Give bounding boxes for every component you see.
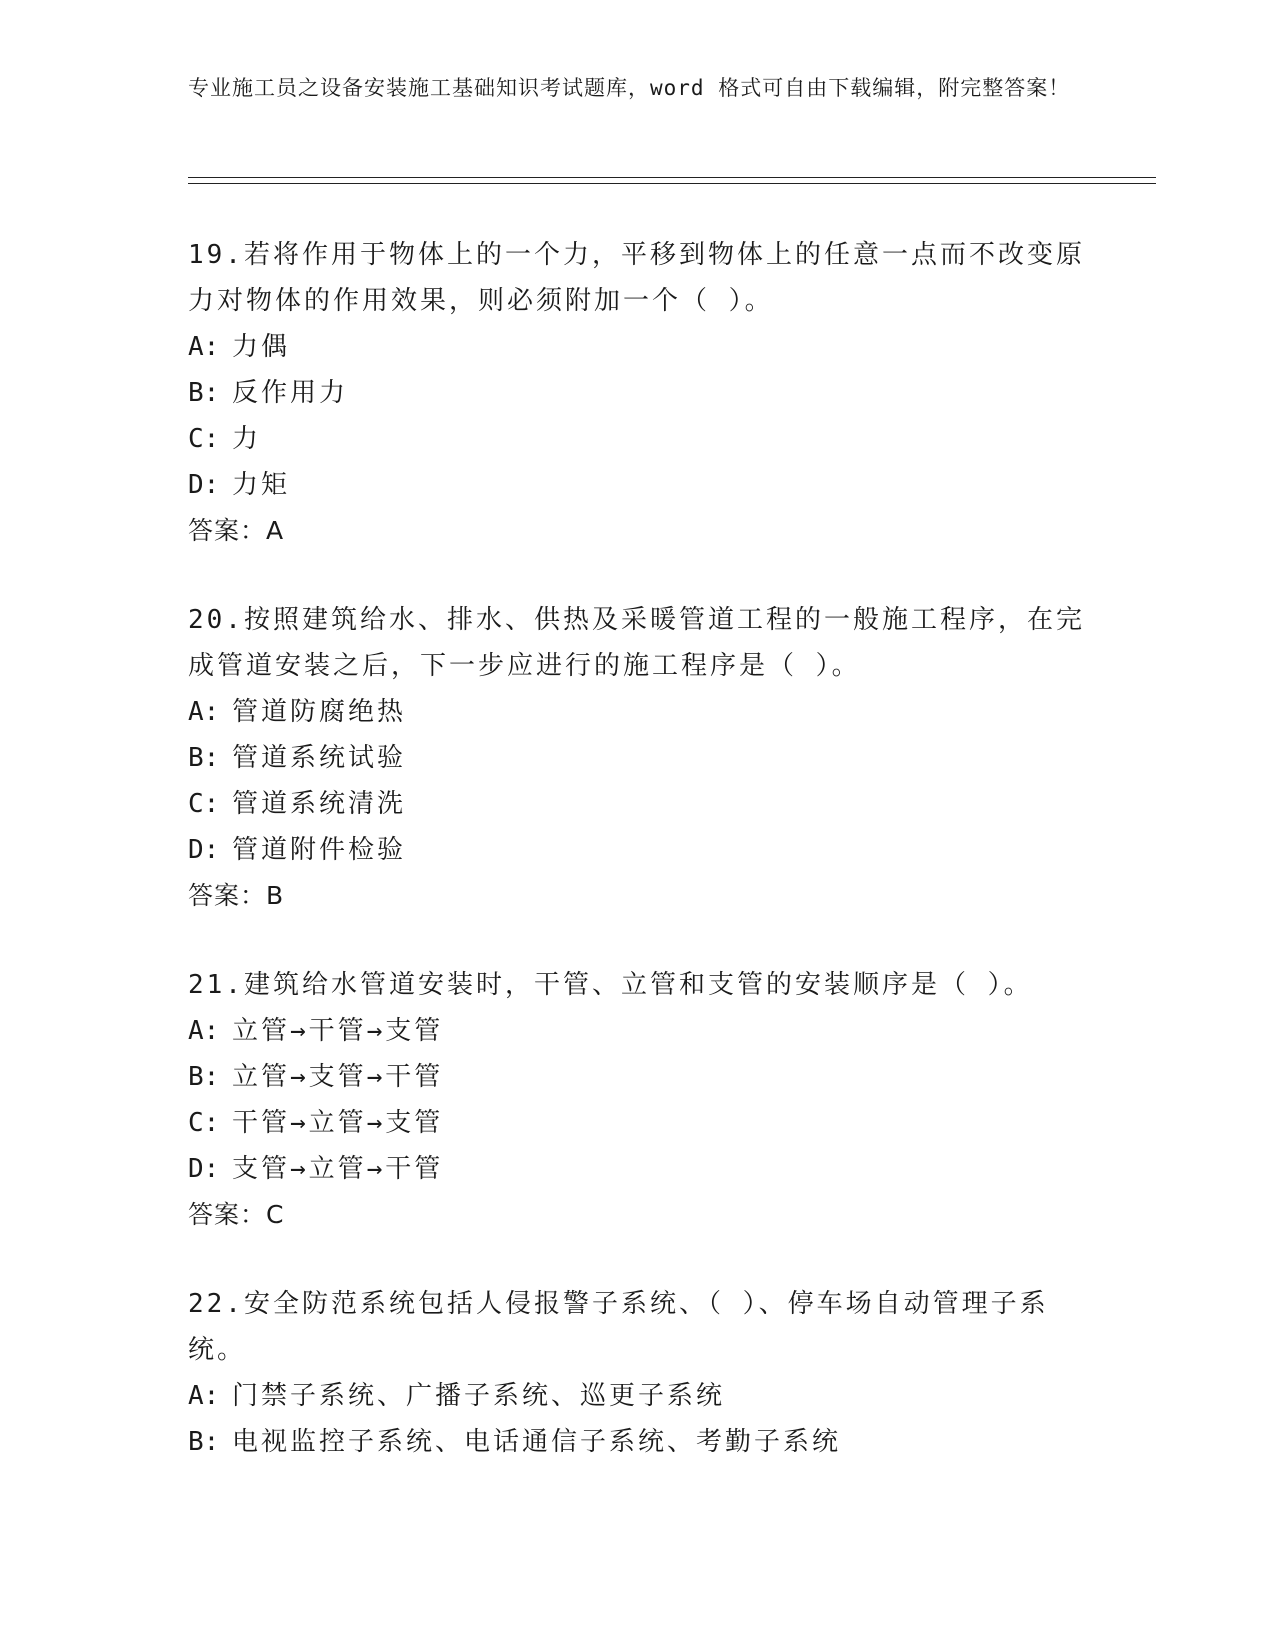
question-list [188, 232, 1088, 1508]
question-text: 22.安全防范系统包括人侵报警子系统、（ ）、停车场自动管理子系统。 [188, 1289, 1049, 1365]
question-20 [188, 597, 1088, 919]
option-text: 门禁子系统、广播子系统、巡更子系统 [232, 1381, 726, 1411]
option-text: 力矩 [232, 470, 291, 500]
option-text: 立管→支管→干管 [232, 1062, 444, 1092]
option-text: 立管→干管→支管 [232, 1016, 444, 1046]
option-key: C: [188, 789, 220, 819]
option-text: 电视监控子系统、电话通信子系统、考勤子系统 [232, 1427, 842, 1457]
question-19 [188, 232, 1088, 554]
option-c [188, 781, 1088, 827]
option-a [188, 324, 1088, 370]
option-a [188, 689, 1088, 735]
option-d [188, 1146, 1088, 1192]
option-key: A: [188, 1381, 220, 1411]
question-text: 19.若将作用于物体上的一个力，平移到物体上的任意一点而不改变原力对物体的作用效果，则必须附加一个（ ）。 [188, 240, 1085, 316]
option-key: B: [188, 1427, 220, 1457]
option-b [188, 370, 1088, 416]
answer-line: 答案：A [188, 516, 285, 545]
option-d [188, 462, 1088, 508]
question-text: 20.按照建筑给水、排水、供热及采暖管道工程的一般施工程序，在完成管道安装之后，下一步应进行的施工程序是（ ）。 [188, 605, 1085, 681]
option-key: B: [188, 743, 220, 773]
option-key: A: [188, 1016, 220, 1046]
option-text: 力 [232, 424, 262, 454]
option-a [188, 1008, 1088, 1054]
option-d [188, 827, 1088, 873]
option-c [188, 1100, 1088, 1146]
option-c [188, 416, 1088, 462]
question-text: 21.建筑给水管道安装时，干管、立管和支管的安装顺序是（ ）。 [188, 970, 1033, 1000]
answer-line: 答案：C [188, 1200, 285, 1229]
option-b [188, 1054, 1088, 1100]
document-header [188, 72, 1088, 105]
option-text: 支管→立管→干管 [232, 1154, 444, 1184]
option-text: 管道系统清洗 [232, 789, 407, 819]
question-21 [188, 962, 1088, 1238]
option-key: C: [188, 424, 220, 454]
option-text: 管道防腐绝热 [232, 697, 407, 727]
answer-line: 答案：B [188, 881, 285, 910]
option-key: C: [188, 1108, 220, 1138]
option-text: 管道系统试验 [232, 743, 407, 773]
option-key: D: [188, 470, 220, 500]
option-key: D: [188, 1154, 220, 1184]
option-text: 力偶 [232, 332, 291, 362]
option-key: A: [188, 697, 220, 727]
header-intro-text: 专业施工员之设备安装施工基础知识考试题库，word 格式可自由下载编辑，附完整答案！ [188, 76, 1071, 100]
option-key: D: [188, 835, 220, 865]
option-text: 反作用力 [232, 378, 349, 408]
option-key: B: [188, 378, 220, 408]
option-key: B: [188, 1062, 220, 1092]
option-b [188, 1419, 1088, 1465]
header-divider-bottom [188, 183, 1156, 184]
option-key: A: [188, 332, 220, 362]
option-text: 干管→立管→支管 [232, 1108, 444, 1138]
option-text: 管道附件检验 [232, 835, 407, 865]
option-b [188, 735, 1088, 781]
header-divider-top [188, 177, 1156, 178]
question-22 [188, 1281, 1088, 1465]
option-a [188, 1373, 1088, 1419]
